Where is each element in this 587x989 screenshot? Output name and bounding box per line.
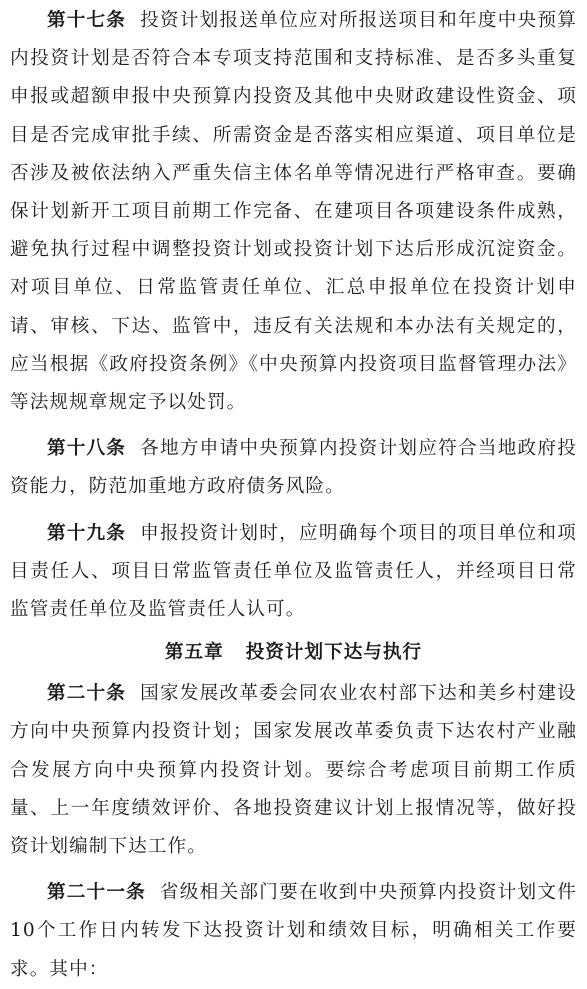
- chapter-heading: [10, 633, 577, 673]
- article-20: [10, 675, 577, 866]
- article-19: [10, 515, 577, 630]
- document-page: [10, 2, 577, 989]
- article-20-label: 第二十条: [47, 683, 127, 705]
- article-21: [10, 874, 577, 989]
- article-19-label: 第十九条: [47, 522, 127, 544]
- article-18-text: 各地方申请中央预算内投资计划应符合当地政府投资能力，防范加重地方政府债务风险。: [10, 438, 577, 498]
- chapter-title: 投资计划下达与执行: [245, 642, 423, 664]
- chapter-number: 第五章: [164, 642, 224, 664]
- article-18-label: 第十八条: [47, 438, 127, 460]
- article-17-label: 第十七条: [47, 10, 127, 31]
- article-21-text: 省级相关部门要在收到中央预算内投资计划文件10个工作日内转发下达投资计划和绩效目标，明确相关工作要求。其中：: [10, 882, 577, 980]
- article-19-text: 申报投资计划时，应明确每个项目的项目单位和项目责任人、项目日常监管责任单位及监管责任人，并经项目日常监管责任单位及监管责任人认可。: [10, 522, 577, 621]
- article-21-label: 第二十一条: [47, 882, 146, 904]
- article-17: [10, 2, 577, 422]
- article-20-text: 国家发展改革委会同农业农村部下达和美乡村建设方向中央预算内投资计划；国家发展改革委负责下达农村产业融合发展方向中央预算内投资计划。要综合考虑项目前期工作质量、上一年度绩效评价、各地投资建议计划上报情况等，做好投资计划编制下达工作。: [10, 683, 577, 858]
- article-18: [10, 430, 577, 506]
- article-17-text: 投资计划报送单位应对所报送项目和年度中央预算内投资计划是否符合本专项支持范围和支持标准、是否多头重复申报或超额申报中央预算内投资及其他中央财政建设性资金、项目是否完成审批手续、所需资金是否落实相应渠道、项目单位是否涉及被依法纳入严重失信主体名单等情况进行严格审查。要确保计划新开工项目前期工作完备、在建项目各项建设条件成熟，避免执行过程中调整投资计划或投资计划下达后形成沉淀资金。对项目单位、日常监管责任单位、汇总申报单位在投资计划申请、审核、下达、监管中，违反有关法规和本办法有关规定的，应当根据《政府投资条例》《中央预算内投资项目监督管理办法》等法规规章规定予以处罚。: [10, 10, 577, 414]
